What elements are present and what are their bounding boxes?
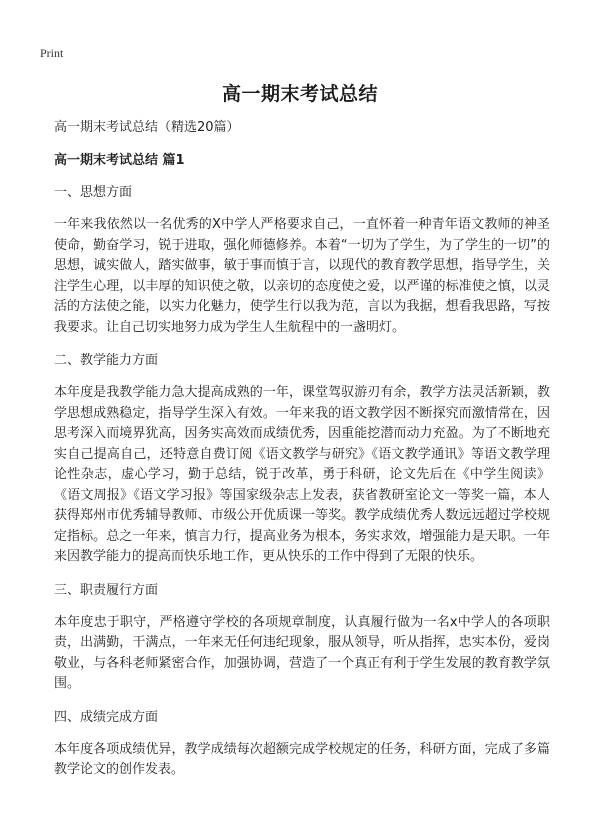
paragraph-achievements: 本年度各项成绩优异，教学成绩每次超额完成学校规定的任务，科研方面，完成了多篇教学论文的创作发表。	[54, 741, 550, 777]
document-title: 高一期末考试总结	[221, 83, 378, 105]
document-body	[54, 118, 550, 794]
print-link[interactable]: Print	[40, 46, 64, 60]
heading-thought: 一、思想方面	[54, 185, 133, 200]
paragraph-thought: 一年来我依然以一名优秀的X中学人严格要求自己，一直怀着一种青年语文教师的神圣使命，勤奋学习，锐于进取，强化师德修养。本着“一切为了学生，为了学生的一切”的思想，诚实做人，踏实做事，敏于事而慎于言，以现代的教育教学思想，指导学生，关注学生心理，以丰厚的知识使之敬，以亲切的态度使之爱，以严谨的标准使之慎，以灵活的方法使之能，以实力化魅力，使学生行以我为范，言以为我据，想看我思路，写按我要求。让自己切实地努力成为学生人生航程中的一盏明灯。	[54, 217, 550, 335]
paragraph-duties: 本年度忠于职守，严格遵守学校的各项规章制度，认真履行做为一名x中学人的各项职责，出满勤，干满点，一年来无任何违纪现象，服从领导，听从指挥，忠实本份，爱岗敬业，与各科老师紧密合作，加强协调，营造了一个真正有利于学生发展的教育教学氛围。	[54, 614, 550, 691]
document-subtitle: 高一期末考试总结（精选20篇）	[54, 120, 240, 135]
heading-duties: 三、职责履行方面	[54, 582, 159, 598]
heading-teaching-ability: 二、教学能力方面	[54, 353, 159, 368]
section-title: 高一期末考试总结 篇1	[54, 153, 185, 168]
heading-achievements: 四、成绩完成方面	[54, 709, 159, 725]
paragraph-teaching-ability: 本年度是我教学能力急大提高成熟的一年，课堂驾驭游刃有余，教学方法灵活新颖，教学思想成熟稳定，指导学生深入有效。一年来我的语文教学因不断探究而激情常在，因思考深入而境界犹高，因务实高效而成绩优秀，因重能挖潜而动力充盈。为了不断地充实自己提高自己，还特意自费订阅《语文教学与研究》《语文教学通讯》等语文教学理论性杂志，虚心学习，勤于总结，锐于改革，勇于科研，论文先后在《中学生阅读》《语文周报》《语文学习报》等国家级杂志上发表，获省教研室论文一等奖一篇，本人获得郑州市优秀辅导教师、市级公开优质课一等奖。教学成绩优秀人数远远超过学校规定指标。总之一年来，慎言力行，提高业务为根本，务实求效，增强能力是天职。一年来因教学能力的提高而快乐地工作，更从快乐的工作中得到了无限的快乐。	[54, 385, 550, 564]
